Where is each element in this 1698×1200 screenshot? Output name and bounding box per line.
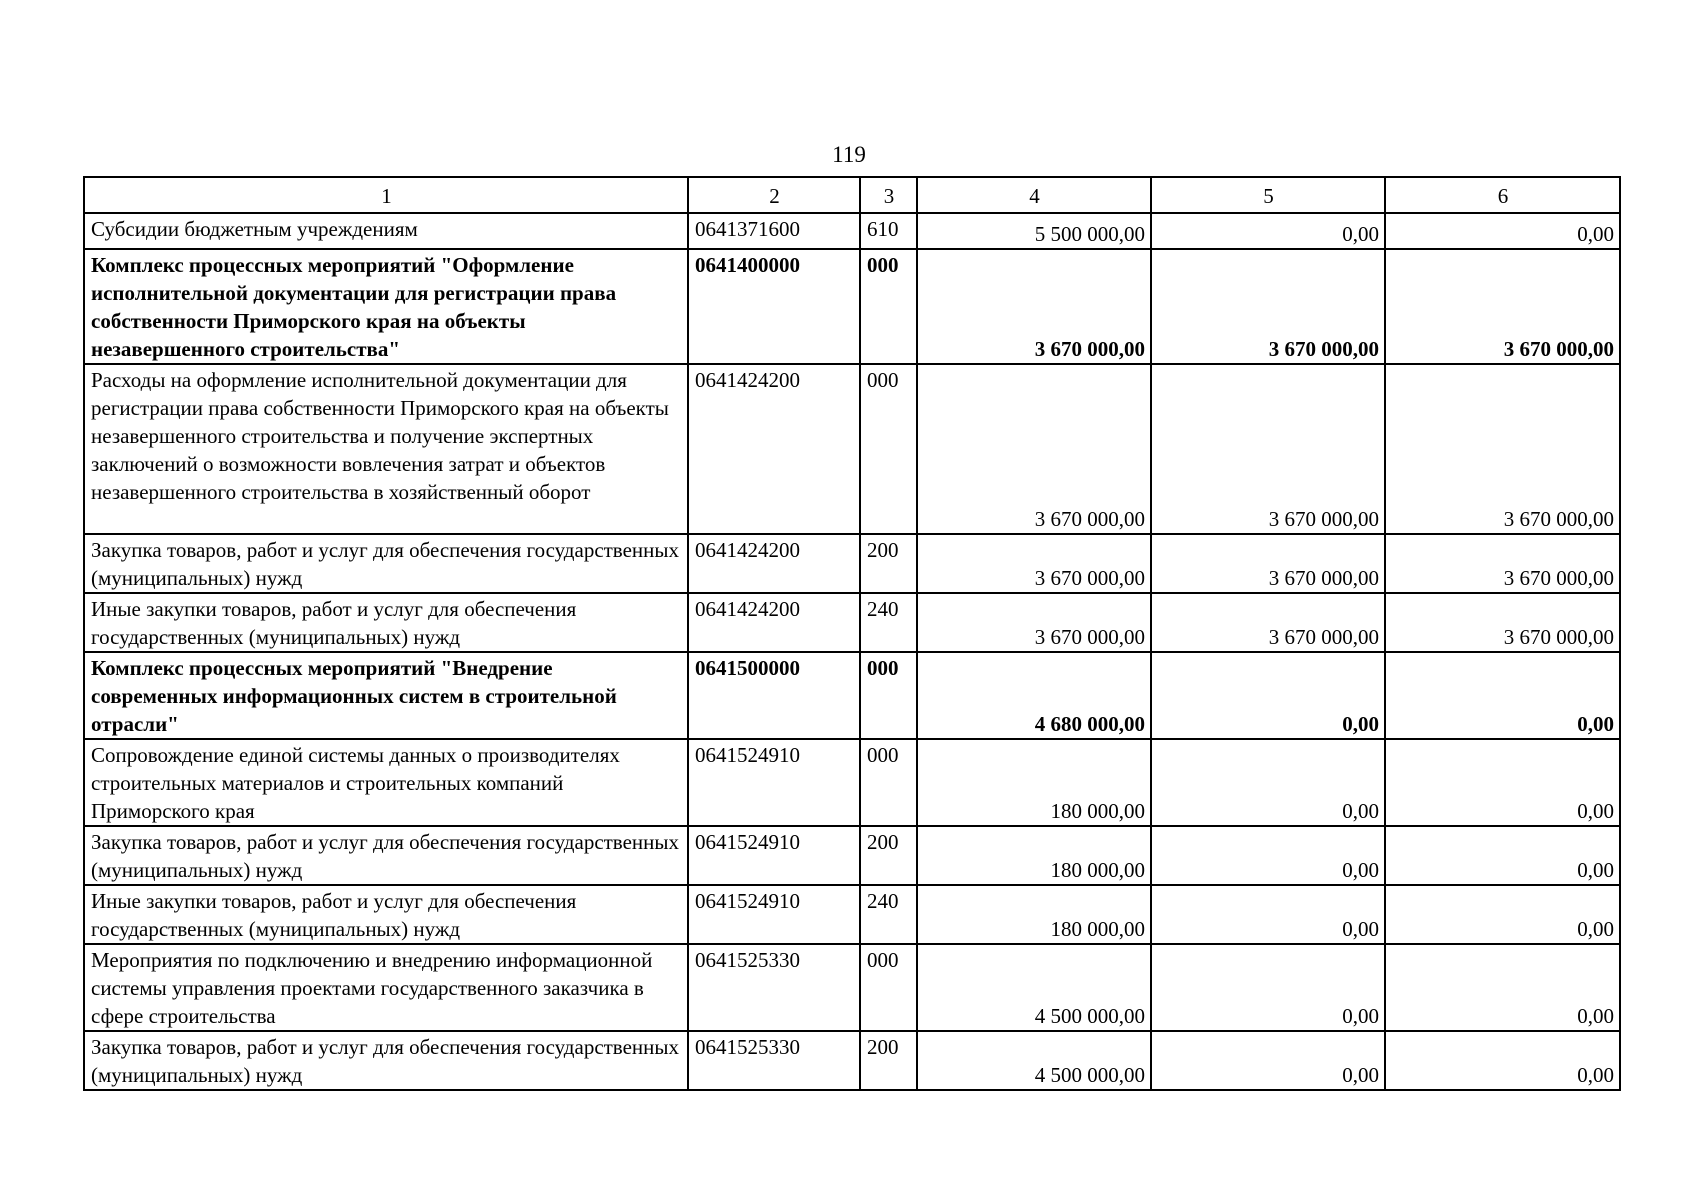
header-col-2: 2 [688, 177, 860, 213]
row-value-col-5: 0,00 [1151, 944, 1385, 1031]
table-row [84, 249, 1620, 364]
row-value-col-6: 3 670 000,00 [1385, 593, 1620, 652]
row-code: 0641525330 [688, 1031, 860, 1090]
row-value-col-6: 3 670 000,00 [1385, 364, 1620, 534]
table-row [84, 826, 1620, 885]
row-value-col-5: 3 670 000,00 [1151, 249, 1385, 364]
row-code: 0641524910 [688, 739, 860, 826]
row-type: 200 [860, 534, 917, 593]
row-value-col-4: 4 500 000,00 [917, 1031, 1151, 1090]
row-value-col-4: 5 500 000,00 [917, 213, 1151, 249]
table-row [84, 652, 1620, 739]
header-col-6: 6 [1385, 177, 1620, 213]
row-value-col-6: 0,00 [1385, 885, 1620, 944]
row-value-col-4: 3 670 000,00 [917, 593, 1151, 652]
row-value-col-6: 0,00 [1385, 213, 1620, 249]
table-row [84, 593, 1620, 652]
row-value-col-4: 3 670 000,00 [917, 249, 1151, 364]
row-code: 0641424200 [688, 534, 860, 593]
row-code: 0641424200 [688, 364, 860, 534]
row-description: Мероприятия по подключению и внедрению информационной системы управления проектами государственного заказчика в сфере строительства [84, 944, 688, 1031]
row-value-col-4: 180 000,00 [917, 885, 1151, 944]
row-value-col-5: 3 670 000,00 [1151, 593, 1385, 652]
row-type: 000 [860, 739, 917, 826]
row-value-col-6: 0,00 [1385, 739, 1620, 826]
row-value-col-4: 4 500 000,00 [917, 944, 1151, 1031]
table-row [84, 944, 1620, 1031]
row-type: 240 [860, 885, 917, 944]
row-description: Закупка товаров, работ и услуг для обеспечения государственных (муниципальных) нужд [84, 1031, 688, 1090]
table-row [84, 364, 1620, 534]
row-code: 0641424200 [688, 593, 860, 652]
row-type: 000 [860, 249, 917, 364]
budget-table [83, 176, 1621, 1091]
row-code: 0641500000 [688, 652, 860, 739]
row-value-col-5: 0,00 [1151, 213, 1385, 249]
table-row [84, 1031, 1620, 1090]
row-description: Комплекс процессных мероприятий "Оформление исполнительной документации для регистрации права собственности Приморского края на объекты незавершенного строительства" [84, 249, 688, 364]
table-row [84, 534, 1620, 593]
row-description: Расходы на оформление исполнительной документации для регистрации права собственности Приморского края на объекты незавершенного строительства и получение экспертных заключений о возможности вовлечения затрат и объектов незавершенного строительства в хозяйственный оборот [84, 364, 688, 534]
row-description: Иные закупки товаров, работ и услуг для обеспечения государственных (муниципальных) нужд [84, 593, 688, 652]
row-description: Закупка товаров, работ и услуг для обеспечения государственных (муниципальных) нужд [84, 826, 688, 885]
header-col-1: 1 [84, 177, 688, 213]
row-value-col-4: 180 000,00 [917, 826, 1151, 885]
table-row [84, 885, 1620, 944]
row-value-col-4: 3 670 000,00 [917, 534, 1151, 593]
row-code: 0641525330 [688, 944, 860, 1031]
row-code: 0641371600 [688, 213, 860, 249]
table-header-row [84, 177, 1620, 213]
row-value-col-6: 0,00 [1385, 1031, 1620, 1090]
row-value-col-5: 3 670 000,00 [1151, 534, 1385, 593]
row-type: 000 [860, 944, 917, 1031]
row-description: Комплекс процессных мероприятий "Внедрение современных информационных систем в строительной отрасли" [84, 652, 688, 739]
table-row [84, 213, 1620, 249]
row-type: 240 [860, 593, 917, 652]
row-value-col-4: 4 680 000,00 [917, 652, 1151, 739]
row-type: 200 [860, 1031, 917, 1090]
row-description: Закупка товаров, работ и услуг для обеспечения государственных (муниципальных) нужд [84, 534, 688, 593]
row-value-col-6: 0,00 [1385, 826, 1620, 885]
row-value-col-4: 3 670 000,00 [917, 364, 1151, 534]
page-number: 119 [832, 142, 866, 167]
row-value-col-5: 0,00 [1151, 826, 1385, 885]
row-value-col-4: 180 000,00 [917, 739, 1151, 826]
row-type: 200 [860, 826, 917, 885]
row-description: Иные закупки товаров, работ и услуг для обеспечения государственных (муниципальных) нужд [84, 885, 688, 944]
header-col-3: 3 [860, 177, 917, 213]
row-value-col-5: 0,00 [1151, 652, 1385, 739]
row-value-col-6: 3 670 000,00 [1385, 534, 1620, 593]
table-row [84, 739, 1620, 826]
row-code: 0641524910 [688, 826, 860, 885]
row-value-col-6: 0,00 [1385, 944, 1620, 1031]
row-description: Сопровождение единой системы данных о производителях строительных материалов и строительных компаний Приморского края [84, 739, 688, 826]
row-code: 0641524910 [688, 885, 860, 944]
row-value-col-5: 0,00 [1151, 1031, 1385, 1090]
row-description: Субсидии бюджетным учреждениям [84, 213, 688, 249]
row-type: 610 [860, 213, 917, 249]
row-value-col-6: 3 670 000,00 [1385, 249, 1620, 364]
row-type: 000 [860, 364, 917, 534]
row-value-col-5: 0,00 [1151, 739, 1385, 826]
row-value-col-6: 0,00 [1385, 652, 1620, 739]
row-code: 0641400000 [688, 249, 860, 364]
row-value-col-5: 3 670 000,00 [1151, 364, 1385, 534]
row-type: 000 [860, 652, 917, 739]
header-col-4: 4 [917, 177, 1151, 213]
header-col-5: 5 [1151, 177, 1385, 213]
row-value-col-5: 0,00 [1151, 885, 1385, 944]
